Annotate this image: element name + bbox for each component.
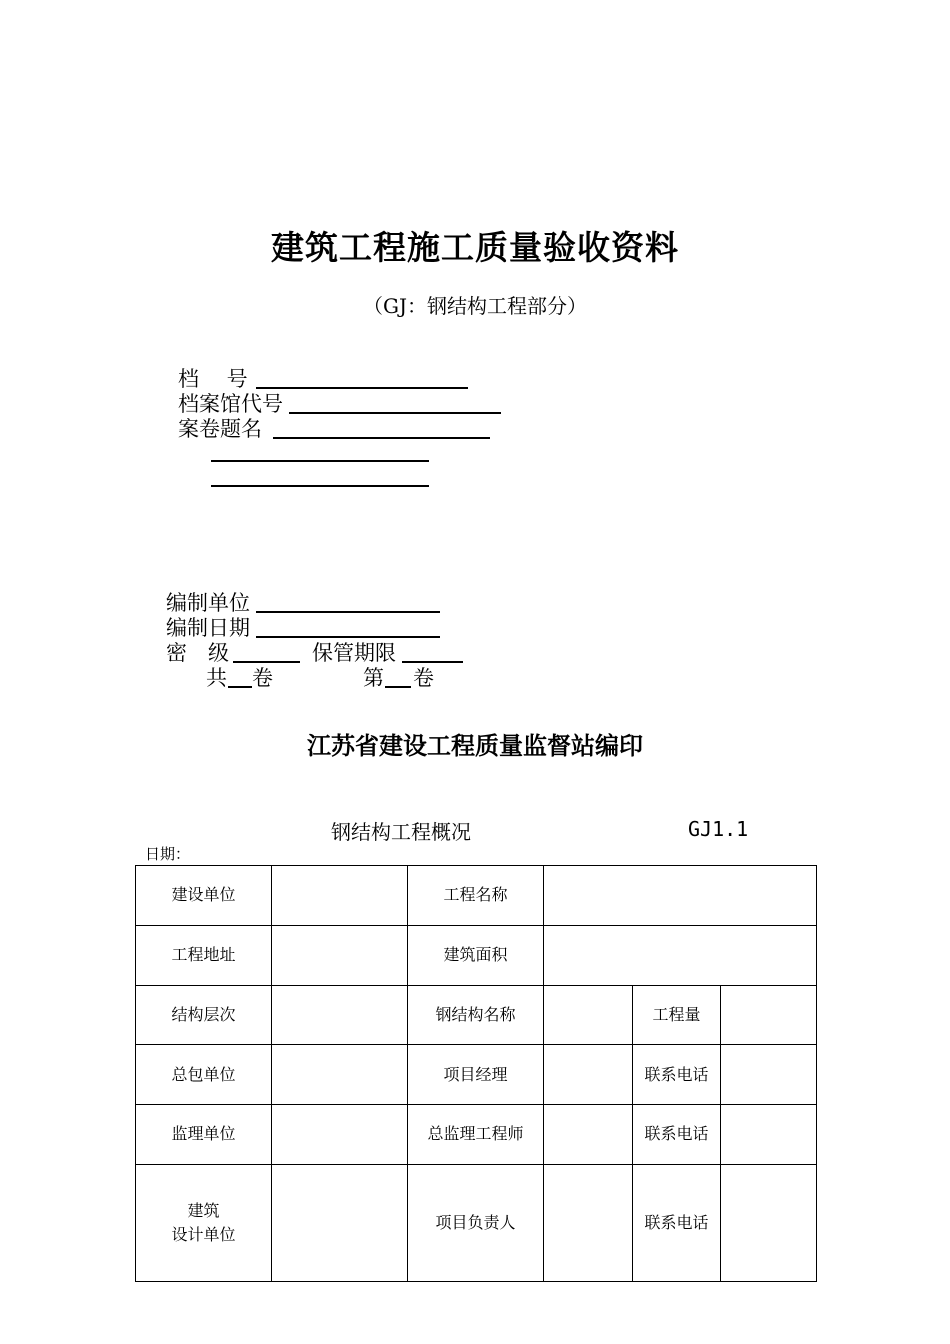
value-cell[interactable]	[544, 1045, 633, 1105]
value-cell[interactable]	[272, 866, 408, 926]
compile-date-field	[166, 616, 250, 641]
label-line: 建筑	[187, 1200, 220, 1220]
secret-level-field	[166, 641, 229, 666]
document-subtitle: （GJ：钢结构工程部分）	[363, 294, 587, 318]
label-line: 设计单位	[171, 1224, 236, 1244]
date-label: 日期：	[145, 845, 191, 863]
document-title: 建筑工程施工质量验收资料	[271, 228, 679, 267]
label-cell: 工程名称	[408, 866, 544, 926]
volume-index-suffix: 卷	[413, 666, 434, 690]
retention-field	[312, 641, 396, 666]
compiler-label: 编制单位	[166, 591, 250, 615]
value-cell[interactable]	[544, 1164, 633, 1281]
overview-form-code: GJ1.1	[688, 817, 749, 841]
value-cell[interactable]	[272, 1164, 408, 1281]
value-cell[interactable]	[272, 1105, 408, 1165]
volume-title-field	[178, 417, 262, 442]
value-cell[interactable]	[272, 925, 408, 985]
value-cell[interactable]	[544, 985, 633, 1045]
volume-index-line	[385, 686, 411, 688]
value-cell[interactable]	[544, 866, 817, 926]
value-cell[interactable]	[721, 985, 817, 1045]
volume-title-line-3	[211, 485, 429, 487]
archive-code-label: 档案馆代号	[178, 392, 283, 416]
label-cell: 建筑面积	[408, 925, 544, 985]
total-volumes-line	[228, 686, 252, 688]
label-cell: 项目负责人	[408, 1164, 544, 1281]
value-cell[interactable]	[721, 1045, 817, 1105]
publisher: 江苏省建设工程质量监督站编印	[307, 731, 643, 760]
value-cell[interactable]	[272, 1045, 408, 1105]
label-cell: 工程量	[633, 985, 721, 1045]
label-cell: 项目经理	[408, 1045, 544, 1105]
label-cell: 联系电话	[633, 1164, 721, 1281]
retention-label: 保管期限	[312, 641, 396, 665]
overview-title: 钢结构工程概况	[331, 820, 471, 844]
value-cell[interactable]	[721, 1164, 817, 1281]
compiler-field	[166, 591, 250, 616]
overview-table	[135, 865, 817, 1282]
archive-no-label: 档 号	[178, 367, 248, 391]
volume-title-label: 案卷题名	[178, 417, 262, 441]
value-cell[interactable]	[721, 1105, 817, 1165]
table-row	[136, 1045, 817, 1105]
label-cell: 监理单位	[136, 1105, 272, 1165]
archive-code-field	[178, 392, 283, 417]
volume-title-line	[273, 437, 490, 439]
label-cell: 联系电话	[633, 1105, 721, 1165]
label-cell: 总监理工程师	[408, 1105, 544, 1165]
value-cell[interactable]	[544, 925, 817, 985]
label-cell: 结构层次	[136, 985, 272, 1045]
secret-level-label: 密 级	[166, 641, 229, 665]
table-row	[136, 1164, 817, 1281]
label-cell: 联系电话	[633, 1045, 721, 1105]
table-row	[136, 985, 817, 1045]
secret-level-line	[233, 661, 300, 663]
volume-index-prefix: 第	[363, 666, 384, 690]
total-volumes-suffix: 卷	[252, 666, 273, 690]
label-cell: 工程地址	[136, 925, 272, 985]
archive-no-field	[178, 367, 248, 392]
label-cell: 建设单位	[136, 866, 272, 926]
total-volumes-prefix: 共	[206, 666, 227, 690]
retention-line	[402, 661, 463, 663]
value-cell[interactable]	[272, 985, 408, 1045]
compiler-line	[256, 611, 440, 613]
label-cell: 总包单位	[136, 1045, 272, 1105]
label-cell: 钢结构名称	[408, 985, 544, 1045]
archive-code-line	[289, 412, 501, 414]
label-cell	[136, 1164, 272, 1281]
table-row	[136, 925, 817, 985]
value-cell[interactable]	[544, 1105, 633, 1165]
table-row	[136, 866, 817, 926]
archive-no-line	[256, 387, 468, 389]
table-row	[136, 1105, 817, 1165]
compile-date-label: 编制日期	[166, 616, 250, 640]
volume-title-line-2	[211, 460, 429, 462]
compile-date-line	[256, 636, 440, 638]
